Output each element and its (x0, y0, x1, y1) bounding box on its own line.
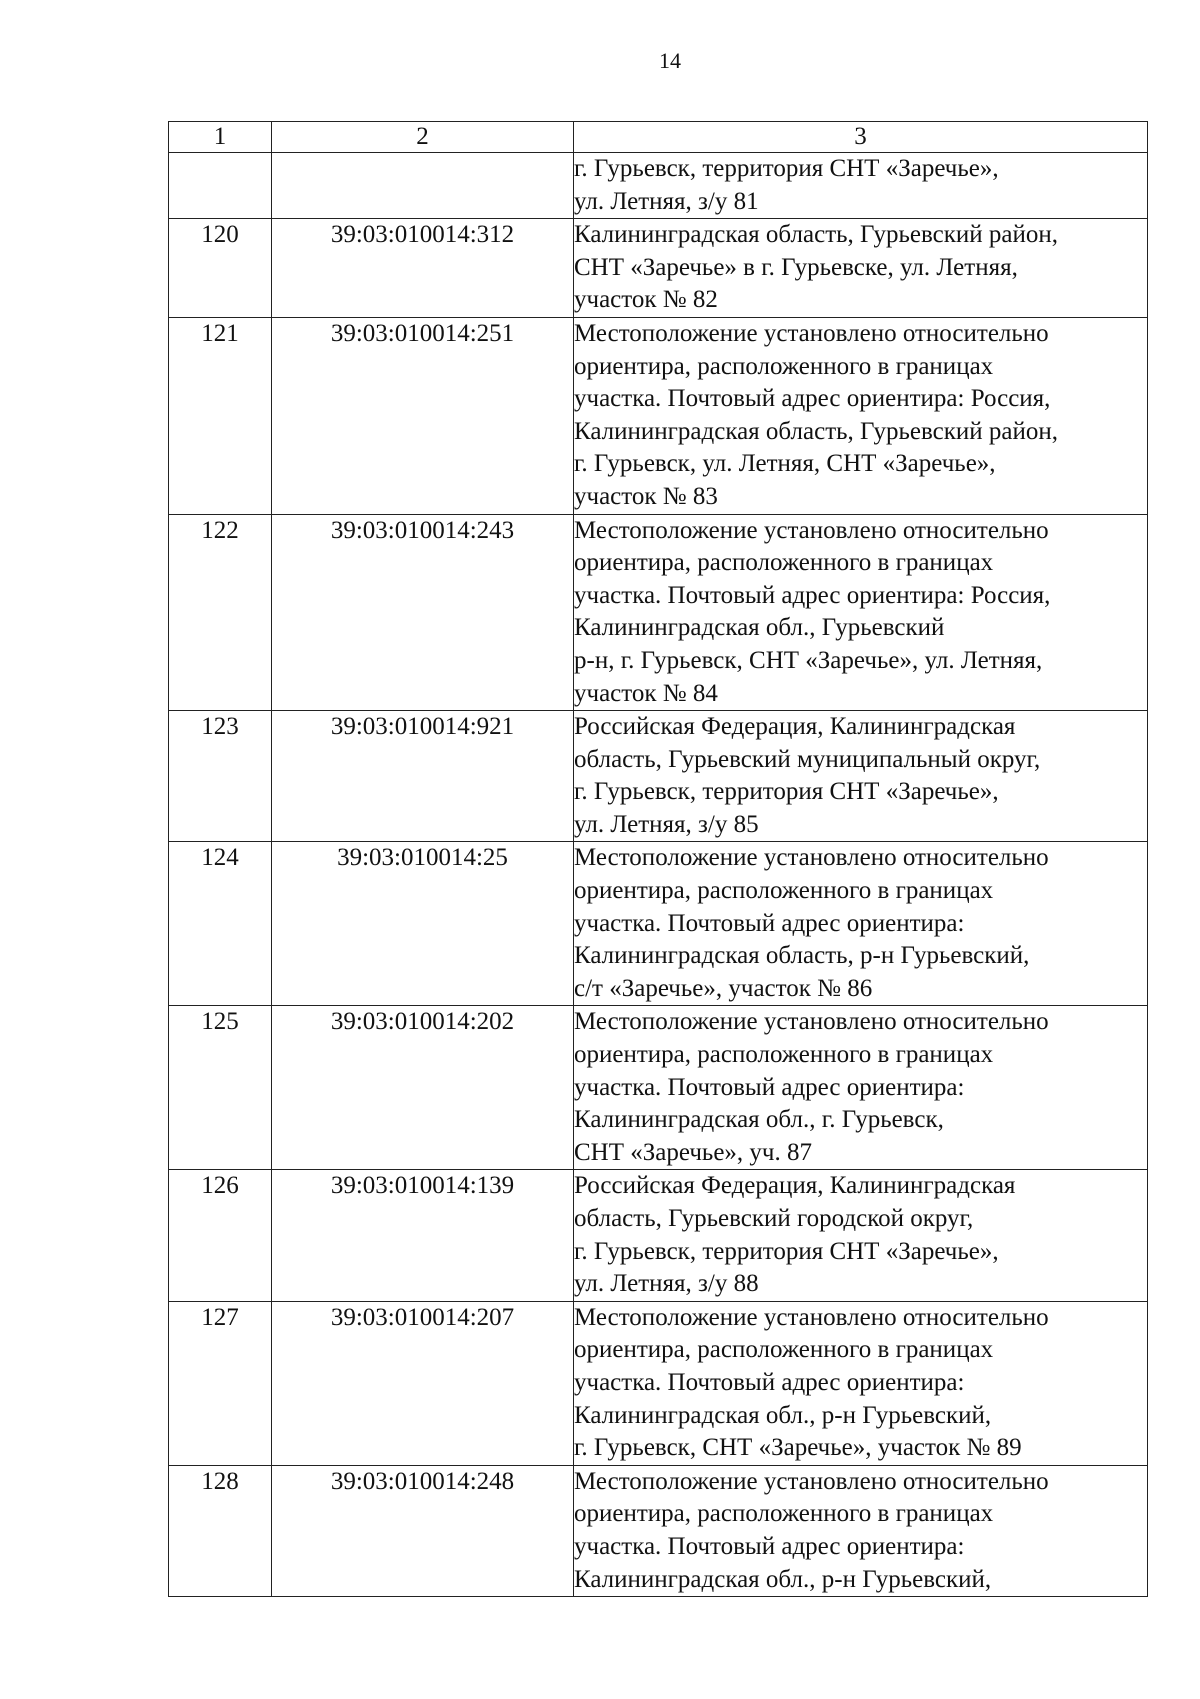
row-number: 125 (169, 1006, 272, 1170)
address-line: участка. Почтовый адрес ориентира: (574, 1073, 965, 1101)
address-line: ориентира, расположенного в границах (574, 1500, 994, 1528)
row-number: 128 (169, 1465, 272, 1596)
table-row (169, 1170, 1148, 1301)
plot-address (574, 1301, 1148, 1465)
address-line: Местоположение установлено относительно (574, 319, 1049, 347)
table-row (169, 514, 1148, 711)
cadastral-number: 39:03:010014:243 (272, 514, 574, 711)
plot-address (574, 219, 1148, 318)
plot-address (574, 1170, 1148, 1301)
cadastral-number: 39:03:010014:139 (272, 1170, 574, 1301)
land-plot-table (168, 121, 1148, 1597)
address-line: Российская Федерация, Калининградская (574, 713, 1016, 741)
table-header-row (169, 122, 1148, 153)
cadastral-number: 39:03:010014:251 (272, 317, 574, 514)
table-row (169, 711, 1148, 842)
table-row (169, 842, 1148, 1006)
row-number: 124 (169, 842, 272, 1006)
address-line: Местоположение установлено относительно (574, 1303, 1049, 1331)
row-number: 126 (169, 1170, 272, 1301)
address-line: Местоположение установлено относительно (574, 516, 1049, 544)
table-row (169, 1465, 1148, 1596)
address-line: участка. Почтовый адрес ориентира: Россия, (574, 385, 1051, 413)
table-row (169, 219, 1148, 318)
address-line: Калининградская обл., Гурьевский (574, 614, 945, 642)
address-line: участок № 82 (574, 286, 718, 314)
address-line: ориентира, расположенного в границах (574, 549, 994, 577)
column-header-number: 1 (169, 122, 272, 153)
address-line: г. Гурьевск, территория СНТ «Заречье», (574, 1237, 999, 1265)
address-line: г. Гурьевск, ул. Летняя, СНТ «Заречье», (574, 450, 996, 478)
address-line: ориентира, расположенного в границах (574, 1336, 994, 1364)
address-line: Калининградская область, р-н Гурьевский, (574, 942, 1030, 970)
address-line: р-н, г. Гурьевск, СНТ «Заречье», ул. Летняя, (574, 646, 1043, 674)
address-line: участка. Почтовый адрес ориентира: (574, 1532, 965, 1560)
cadastral-number: 39:03:010014:921 (272, 711, 574, 842)
plot-address (574, 514, 1148, 711)
address-line: Местоположение установлено относительно (574, 1467, 1049, 1495)
plot-address (574, 842, 1148, 1006)
address-line: участка. Почтовый адрес ориентира: (574, 1368, 965, 1396)
address-line: ориентира, расположенного в границах (574, 352, 994, 380)
address-line: Калининградская обл., г. Гурьевск, (574, 1106, 944, 1134)
table-body (169, 153, 1148, 1597)
row-number: 123 (169, 711, 272, 842)
address-line: область, Гурьевский городской округ, (574, 1205, 974, 1232)
address-line: Калининградская обл., р-н Гурьевский, (574, 1401, 992, 1429)
address-line: ул. Летняя, з/у 88 (574, 1270, 759, 1298)
plot-address (574, 153, 1148, 219)
table-row (169, 317, 1148, 514)
table-row (169, 153, 1148, 219)
row-number: 120 (169, 219, 272, 318)
address-line: Калининградская обл., р-н Гурьевский, (574, 1565, 992, 1593)
address-line: участка. Почтовый адрес ориентира: Россия, (574, 581, 1051, 609)
address-line: Калининградская область, Гурьевский район, (574, 417, 1059, 445)
cadastral-number: 39:03:010014:312 (272, 219, 574, 318)
address-line: с/т «Заречье», участок № 86 (574, 974, 873, 1002)
table-row (169, 1006, 1148, 1170)
cadastral-number: 39:03:010014:202 (272, 1006, 574, 1170)
plot-address (574, 711, 1148, 842)
plot-address (574, 1006, 1148, 1170)
cadastral-number: 39:03:010014:248 (272, 1465, 574, 1596)
address-line: область, Гурьевский муниципальный округ, (574, 745, 1041, 773)
address-line: ориентира, расположенного в границах (574, 1041, 994, 1069)
address-line: Российская Федерация, Калининградская (574, 1172, 1016, 1200)
cadastral-number: 39:03:010014:207 (272, 1301, 574, 1465)
address-line: СНТ «Заречье» в г. Гурьевске, ул. Летняя, (574, 253, 1018, 281)
cadastral-number (272, 153, 574, 219)
table-row (169, 1301, 1148, 1465)
plot-address (574, 317, 1148, 514)
row-number: 122 (169, 514, 272, 711)
address-line: участка. Почтовый адрес ориентира: (574, 909, 965, 937)
row-number: 121 (169, 317, 272, 514)
address-line: Местоположение установлено относительно (574, 1008, 1049, 1036)
cadastral-number: 39:03:010014:25 (272, 842, 574, 1006)
address-line: ул. Летняя, з/у 81 (574, 187, 759, 215)
address-line: Местоположение установлено относительно (574, 844, 1049, 872)
column-header-cadastral: 2 (272, 122, 574, 153)
row-number (169, 153, 272, 219)
page-number: 14 (659, 48, 681, 73)
address-line: г. Гурьевск, СНТ «Заречье», участок № 89 (574, 1434, 1022, 1462)
plot-address (574, 1465, 1148, 1596)
address-line: участок № 84 (574, 679, 718, 707)
address-line: ориентира, расположенного в границах (574, 877, 994, 905)
row-number: 127 (169, 1301, 272, 1465)
column-header-address: 3 (574, 122, 1148, 153)
address-line: г. Гурьевск, территория СНТ «Заречье», (574, 155, 999, 182)
address-line: СНТ «Заречье», уч. 87 (574, 1138, 812, 1166)
address-line: участок № 83 (574, 482, 718, 510)
address-line: Калининградская область, Гурьевский район, (574, 221, 1059, 249)
address-line: ул. Летняя, з/у 85 (574, 810, 759, 838)
address-line: г. Гурьевск, территория СНТ «Заречье», (574, 778, 999, 806)
